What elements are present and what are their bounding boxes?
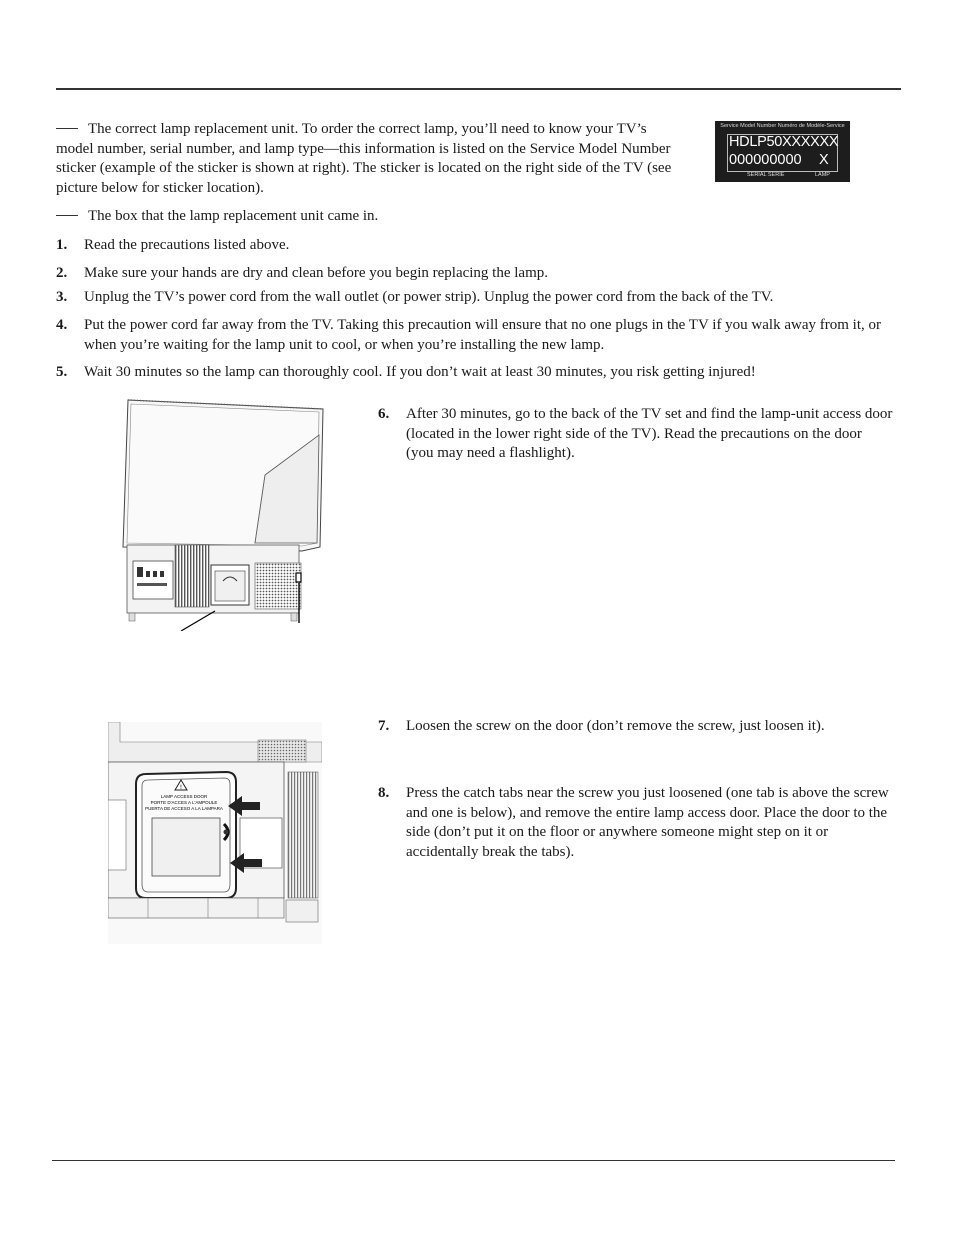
step-number: 5. <box>56 364 68 380</box>
step-text: Press the catch tabs near the screw you just loosened (one tab is above the screw and one is below), and remove the entire lamp access door. Place the door to the side (don’t put it on the floor or anywhere someone might step on it or accidentally break the tabs). <box>406 785 889 860</box>
step-6 <box>378 405 893 465</box>
bottom-rule <box>52 1160 895 1161</box>
sticker-serial-number: 000000000 <box>729 152 802 168</box>
step-5 <box>56 363 886 383</box>
door-label-line-2: PORTE D'ACCES A L'AMPOULE <box>150 800 218 805</box>
step-2 <box>56 264 886 284</box>
step-text: Wait 30 minutes so the lamp can thoroughly cool. If you don’t wait at least 30 minutes, you risk getting injured! <box>84 364 756 380</box>
checklist-item-lamp: The correct lamp replacement unit. To order the correct lamp, you’ll need to know your TV’s model number, serial number, and lamp type—this information is listed on the Service Model Number sticker (example of the sticker is shown at right). The sticker is located on the right side of the TV (see picture below for sticker location). <box>56 121 672 196</box>
door-label-line-3: PUERTA DE ACCESO A LA LAMPARA <box>145 806 223 811</box>
step-text: After 30 minutes, go to the back of the TV set and find the lamp-unit access door (located in the lower right side of the TV). Read the precautions on the door (you may need a flashlight). <box>406 406 893 461</box>
step-text: Loosen the screw on the door (don’t remove the screw, just loosen it). <box>406 718 825 734</box>
step-number: 4. <box>56 317 68 333</box>
sticker-lamp-label: LAMP <box>815 172 830 178</box>
top-rule <box>56 88 901 90</box>
step-text: Unplug the TV’s power cord from the wall outlet (or power strip). Unplug the power cord from the back of the TV. <box>84 289 774 305</box>
checkbox-blank <box>56 215 78 216</box>
step-number: 1. <box>56 237 68 253</box>
step-text: Make sure your hands are dry and clean before you begin replacing the lamp. <box>84 265 548 281</box>
checklist-item-box: The box that the lamp replacement unit came in. <box>56 207 676 227</box>
door-label-line-1: LAMP ACCESS DOOR <box>160 794 208 799</box>
sticker-model-number: HDLP50XXXXXX <box>729 134 839 150</box>
access-door-illustration <box>108 722 322 944</box>
step-text: Read the precautions listed above. <box>84 237 290 253</box>
step-7 <box>378 717 893 737</box>
step-number: 2. <box>56 265 68 281</box>
tv-back-illustration <box>115 395 335 631</box>
step-3 <box>56 288 886 308</box>
service-model-sticker <box>715 121 850 182</box>
sticker-header: Service Model Number Numéro de Modèle-Service <box>720 123 845 129</box>
step-text: Put the power cord far away from the TV. Taking this precaution will ensure that no one plugs in the TV if you walk away from it, or when you’re waiting for the lamp unit to cool, or when you’re installing the new lamp. <box>84 317 881 353</box>
step-number: 7. <box>378 718 390 734</box>
sticker-serial-label: SERIAL SERIE <box>747 172 785 178</box>
step-number: 6. <box>378 406 390 422</box>
svg-text:!: ! <box>179 784 183 791</box>
checkbox-blank <box>56 128 78 129</box>
sticker-lamp-type: X <box>819 152 829 168</box>
step-4 <box>56 316 886 356</box>
step-number: 8. <box>378 785 390 801</box>
step-1 <box>56 236 886 256</box>
step-8 <box>378 784 893 864</box>
step-number: 3. <box>56 289 68 305</box>
